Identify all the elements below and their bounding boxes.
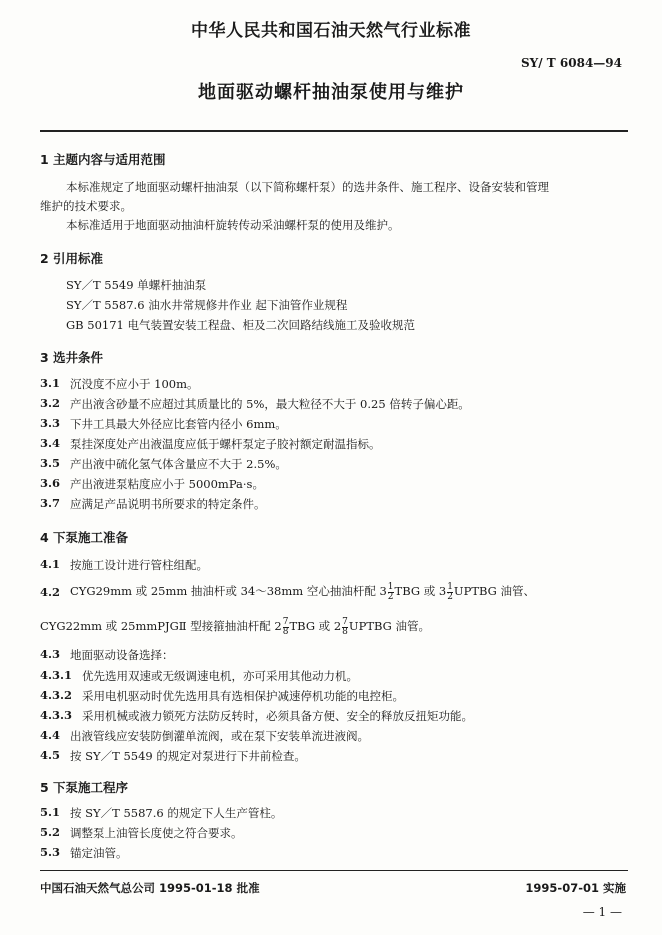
clause-4-2-text-b: TBG 或 3 — [394, 584, 447, 598]
fraction-denominator: 8 — [282, 626, 289, 637]
fraction-numerator: 1 — [447, 581, 453, 592]
clause-text: 采用电机驱动时优先选用具有选相保护减速停机功能的电控柜。 — [82, 689, 404, 703]
effective-date: 1995-07-01 实施 — [525, 881, 626, 895]
clause-number: 3.4 — [40, 436, 61, 450]
section-2-heading: 2 引用标准 — [40, 251, 104, 266]
clause-number: 4.3.1 — [40, 668, 73, 682]
clause-text: 按施工设计进行管柱组配。 — [70, 558, 208, 572]
clause-number: 4.3.3 — [40, 708, 73, 722]
clause-text: 产出液含砂量不应超过其质量比的 5%，最大粒径不大于 0.25 倍转子偏心距。 — [70, 397, 470, 411]
clause-number: 3.3 — [40, 416, 61, 430]
clause-number: 5.2 — [40, 825, 61, 839]
section-3-heading: 3 选井条件 — [40, 350, 104, 365]
fraction-denominator: 2 — [387, 591, 394, 602]
section-1-para-1: 本标准规定了地面驱动螺杆抽油泵（以下简称螺杆泵）的选井条件、施工程序、设备安装和管理 — [66, 180, 549, 194]
clause-number: 4.4 — [40, 728, 61, 742]
section-1-para-2: 本标准适用于地面驱动抽油杆旋转传动采油螺杆泵的使用及维护。 — [66, 218, 400, 232]
section-5-heading: 5 下泵施工程序 — [40, 780, 129, 795]
clause-4-2-line-2 — [40, 612, 430, 640]
clause-text: 沉没度不应小于 100m。 — [70, 377, 199, 391]
section-1-para-1-cont: 维护的技术要求。 — [40, 199, 132, 213]
fraction — [283, 618, 289, 637]
clause-number: 4.3.2 — [40, 688, 73, 702]
fraction-denominator: 8 — [342, 626, 348, 637]
reference-item: SY／T 5549 单螺杆抽油泵 — [66, 278, 207, 292]
clause-4-2-text-a: CYG29mm 或 25mm 抽油杆或 34～38mm 空心抽油杆配 3 — [70, 584, 387, 598]
clause-number: 3.6 — [40, 476, 61, 490]
clause-text: 泵挂深度处产出液温度应低于螺杆泵定子胶衬额定耐温指标。 — [70, 437, 381, 451]
fraction — [342, 618, 348, 637]
document-title: 地面驱动螺杆抽油泵使用与维护 — [198, 82, 464, 103]
clause-4-2-text-e: TBG 或 2 — [289, 619, 342, 633]
page-number: — 1 — — [582, 905, 622, 919]
clause-number: 5.3 — [40, 845, 61, 859]
clause-text: 按 SY／T 5549 的规定对泵进行下井前检查。 — [70, 749, 306, 763]
section-1-heading: 1 主题内容与适用范围 — [40, 152, 166, 167]
fraction-denominator: 2 — [447, 591, 453, 602]
clause-number: 4.1 — [40, 557, 61, 571]
org-title: 中华人民共和国石油天然气行业标准 — [191, 21, 471, 41]
clause-4-2-text-c: UPTBG 油管、 — [453, 584, 536, 598]
section-4-heading: 4 下泵施工准备 — [40, 530, 129, 545]
clause-number: 4.3 — [40, 647, 61, 661]
footer-rule — [40, 870, 628, 871]
clause-text: 下井工具最大外径应比套管内径小 6mm。 — [70, 417, 287, 431]
clause-number: 3.7 — [40, 496, 61, 510]
clause-text: 产出液进泵粘度应小于 5000mPa·s。 — [70, 477, 264, 491]
clause-number: 3.2 — [40, 396, 61, 410]
clause-text: 采用机械或液力锁死方法防反转时，必须具备方便、安全的释放反扭矩功能。 — [82, 709, 473, 723]
clause-4-2-line-1 — [70, 577, 535, 605]
clause-text: 出液管线应安装防倒灌单流阀，或在泵下安装单流进液阀。 — [70, 729, 369, 743]
fraction-numerator: 1 — [387, 581, 394, 592]
clause-text: 优先选用双速或无级调速电机，亦可采用其他动力机。 — [82, 669, 358, 683]
header-rule — [40, 130, 628, 132]
standard-number: SY/ T 6084—94 — [521, 56, 622, 70]
fraction — [388, 583, 394, 602]
reference-item: SY／T 5587.6 油水井常规修井作业 起下油管作业规程 — [66, 298, 348, 312]
reference-item: GB 50171 电气装置安装工程盘、柜及二次回路结线施工及验收规范 — [66, 318, 416, 332]
clause-number: 3.5 — [40, 456, 61, 470]
clause-number: 5.1 — [40, 805, 61, 819]
clause-text: 应满足产品说明书所要求的特定条件。 — [70, 497, 266, 511]
clause-number: 4.5 — [40, 748, 61, 762]
fraction-numerator: 7 — [342, 616, 348, 627]
clause-text: 锚定油管。 — [70, 846, 128, 860]
clause-text: 调整泵上油管长度使之符合要求。 — [70, 826, 243, 840]
fraction-numerator: 7 — [282, 616, 289, 627]
clause-4-2-text-d: CYG22mm 或 25mmPJGⅡ 型接箍抽油杆配 2 — [40, 619, 282, 633]
clause-text: 产出液中硫化氢气体含量应不大于 2.5%。 — [70, 457, 287, 471]
clause-4-2-text-f: UPTBG 油管。 — [348, 619, 430, 633]
clause-number: 4.2 — [40, 585, 61, 599]
clause-number: 3.1 — [40, 376, 61, 390]
clause-text: 按 SY／T 5587.6 的规定下人生产管柱。 — [70, 806, 283, 820]
fraction — [447, 583, 453, 602]
clause-text: 地面驱动设备选择： — [70, 648, 174, 662]
approval-line: 中国石油天然气总公司 1995-01-18 批准 — [40, 881, 260, 895]
